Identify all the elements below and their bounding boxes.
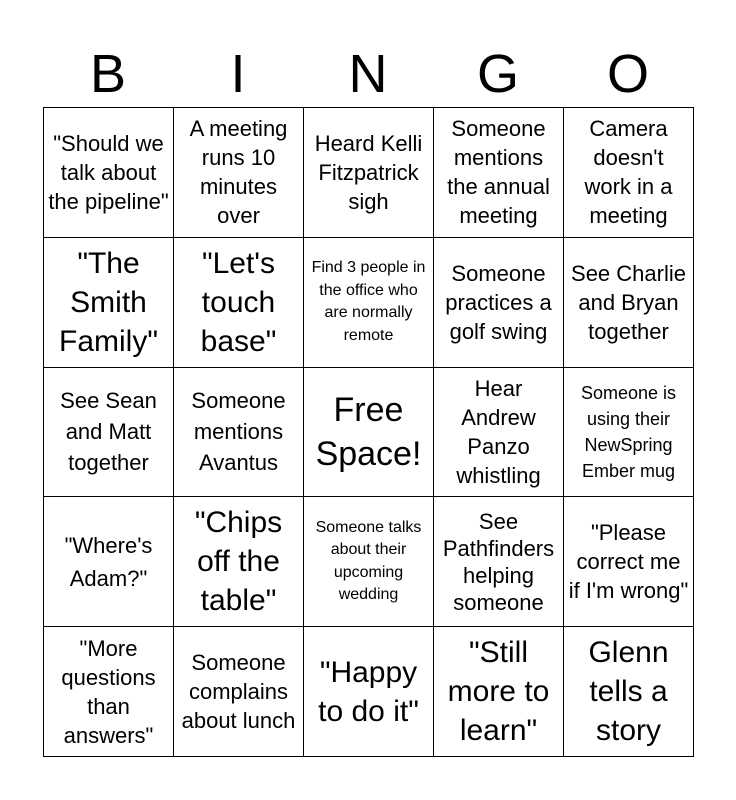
header-letter-b: B <box>89 44 127 104</box>
cell-text: Someone complains about lunch <box>181 650 296 734</box>
bingo-cell-g2[interactable] <box>434 237 564 367</box>
cell-text: Glenn tells a story <box>588 636 669 748</box>
cell-text: "More questions than answers" <box>61 635 156 748</box>
cell-text: Heard Kelli Fitzpatrick sigh <box>314 130 423 214</box>
bingo-cell-b4[interactable] <box>44 497 174 627</box>
board-row <box>44 237 694 367</box>
cell-text: Camera doesn't work in a meeting <box>584 116 673 229</box>
bingo-cell-o1[interactable] <box>564 108 694 238</box>
header-letter-i: I <box>230 44 246 104</box>
bingo-cell-g5[interactable] <box>434 627 564 757</box>
bingo-cell-n5[interactable] <box>304 627 434 757</box>
cell-text: Free Space! <box>315 390 422 473</box>
cell-text: A meeting runs 10 minutes over <box>189 116 288 229</box>
cell-text: Someone talks about their upcoming wedding <box>315 518 422 604</box>
bingo-cell-b2[interactable] <box>44 237 174 367</box>
cell-text: Hear Andrew Panzo whistling <box>456 375 541 488</box>
cell-text: Someone practices a golf swing <box>445 260 552 344</box>
bingo-cell-o2[interactable] <box>564 237 694 367</box>
bingo-cell-o5[interactable] <box>564 627 694 757</box>
cell-text: Someone is using their NewSpring Ember mug <box>580 382 677 481</box>
cell-text: "Still more to learn" <box>447 636 550 748</box>
cell-text: Someone mentions Avantus <box>191 388 286 476</box>
cell-text: "Where's Adam?" <box>64 532 153 591</box>
bingo-cell-o3[interactable] <box>564 367 694 497</box>
cell-text: See Sean and Matt together <box>60 388 157 476</box>
bingo-cell-g3[interactable] <box>434 367 564 497</box>
board-row <box>44 627 694 757</box>
cell-text: Find 3 people in the office who are normally remote <box>311 259 426 344</box>
bingo-cell-i3[interactable] <box>174 367 304 497</box>
free-space-cell[interactable] <box>304 367 434 497</box>
board-row <box>44 108 694 238</box>
bingo-cell-i5[interactable] <box>174 627 304 757</box>
cell-text: "Let's touch base" <box>200 246 277 358</box>
cell-text: "The Smith Family" <box>59 246 158 358</box>
bingo-board <box>43 107 694 757</box>
cell-text: See Pathfinders helping someone <box>442 508 555 615</box>
bingo-cell-i4[interactable] <box>174 497 304 627</box>
bingo-cell-b5[interactable] <box>44 627 174 757</box>
bingo-cell-o4[interactable] <box>564 497 694 627</box>
bingo-cell-n2[interactable] <box>304 237 434 367</box>
bingo-header <box>43 40 693 108</box>
bingo-cell-g1[interactable] <box>434 108 564 238</box>
bingo-cell-b3[interactable] <box>44 367 174 497</box>
board-row <box>44 367 694 497</box>
bingo-cell-b1[interactable] <box>44 108 174 238</box>
cell-text: "Happy to do it" <box>318 655 419 728</box>
bingo-cell-i1[interactable] <box>174 108 304 238</box>
bingo-cell-g4[interactable] <box>434 497 564 627</box>
cell-text: Someone mentions the annual meeting <box>447 116 550 229</box>
cell-text: "Should we talk about the pipeline" <box>48 130 169 214</box>
header-letter-g: G <box>476 44 519 104</box>
cell-text: "Please correct me if I'm wrong" <box>568 520 689 604</box>
cell-text: "Chips off the table" <box>194 506 283 618</box>
bingo-cell-n1[interactable] <box>304 108 434 238</box>
header-letter-o: O <box>606 44 649 104</box>
header-letter-n: N <box>348 44 388 104</box>
cell-text: See Charlie and Bryan together <box>571 260 686 344</box>
bingo-cell-i2[interactable] <box>174 237 304 367</box>
bingo-cell-n4[interactable] <box>304 497 434 627</box>
board-row <box>44 497 694 627</box>
